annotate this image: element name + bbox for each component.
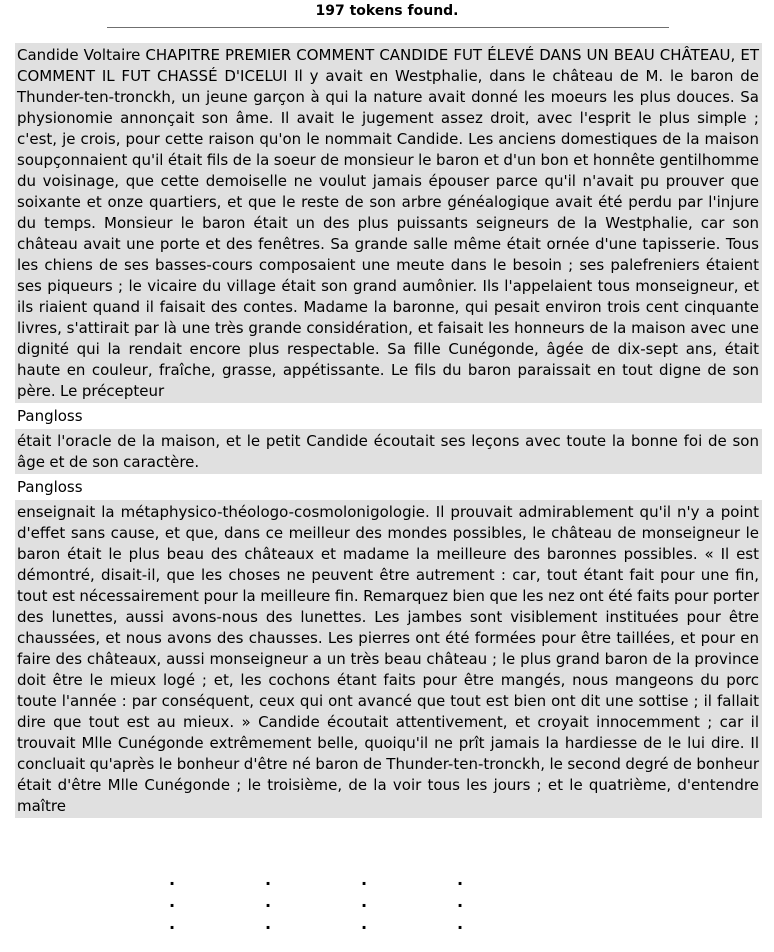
token-match: Pangloss [17,478,83,496]
ellipsis-dot: . [457,892,464,911]
ellipsis-dot: . [361,892,368,911]
ellipsis-dot: . [169,870,176,889]
results-list [15,43,762,818]
context-segment: enseignait la métaphysico-théologo-cosmolonigologie. Il prouvait admirablement qu'il n'y a point d'effet sans cause, et que, dans ce meilleur des mondes possibles, le château de monseigneur le baron était le plus beau des châteaux et madame la meilleure des baronnes possibles. « Il est démontré, disait-il, que les choses ne peuvent être autrement : car, tout étant fait pour une fin, tout est nécessairement pour la meilleure fin. Remarquez bien que les nez ont été faits pour porter des lunettes, aussi avons-nous des lunettes. Les jambes sont visiblement instituées pour être chaussées, et nous avons des chausses. Les pierres ont été formées pour être taillées, et pour en faire des châteaux, aussi monseigneur a un très beau château ; le plus grand baron de la province doit être le mieux logé ; et, les cochons étant faits pour être mangés, nous mangeons du porc toute l'année : par conséquent, ceux qui ont avancé que tout est bien ont dit une sottise ; il fallait dire que tout est au mieux. » Candide écoutait attentivement, et croyait innocemment ; car il trouvait Mlle Cunégonde extrêmement belle, quoiqu'il ne prît jamais la hardiesse de le lui dire. Il concluait qu'après le bonheur d'être né baron de Thunder-ten-tronckh, le second degré de bonheur était d'être Mlle Cunégonde ; le troisième, de la voir tous les jours ; et le quatrième, d'entendre maître [15,500,762,818]
more-results-indicator [0,868,774,952]
ellipsis-dot: . [457,870,464,889]
dot-row [0,916,774,938]
ellipsis-dot: . [361,914,368,933]
results-count-heading: 197 tokens found. [315,3,459,19]
ellipsis-dot: . [169,892,176,911]
context-segment: Candide Voltaire CHAPITRE PREMIER COMMENT CANDIDE FUT ÉLEVÉ DANS UN BEAU CHÂTEAU, ET COMMENT IL FUT CHASSÉ D'ICELUI Il y avait en Westphalie, dans le château de M. le baron de Thunder-ten-tronckh, un jeune garçon à qui la nature avait donné les moeurs les plus douces. Sa physionomie annonçait son âme. Il avait le jugement assez droit, avec l'esprit le plus simple ; c'est, je crois, pour cette raison qu'on le nommait Candide. Les anciens domestiques de la maison soupçonnaient qu'il était fils de la soeur de monsieur le baron et d'un bon et honnête gentilhomme du voisinage, que cette demoiselle ne voulut jamais épouser parce qu'il n'avait pu prouver que soixante et onze quartiers, et que le reste de son arbre généalogique avait été perdu par l'injure du temps. Monsieur le baron était un des plus puissants seigneurs de la Westphalie, car son château avait une porte et des fenêtres. Sa grande salle même était ornée d'une tapisserie. Tous les chiens de ses basses-cours composaient une meute dans le besoin ; ses palefreniers étaient ses piqueurs ; le vicaire du village était son grand aumônier. Ils l'appelaient tous monseigneur, et ils riaient quand il faisait des contes. Madame la baronne, qui pesait environ trois cent cinquante livres, s'attirait par là une très grande considération, et faisait les honneurs de la maison avec une dignité qui la rendait encore plus respectable. Sa fille Cunégonde, âgée de dix-sept ans, était haute en couleur, fraîche, grasse, appétissante. Le fils du baron paraissait en tout digne de son père. Le précepteur [15,43,762,403]
context-segment: était l'oracle de la maison, et le petit Candide écoutait ses leçons avec toute la bonne foi de son âge et de son caractère. [15,429,762,474]
ellipsis-dot: . [361,870,368,889]
dot-row [0,872,774,894]
ellipsis-dot: . [169,914,176,933]
dot-row [0,894,774,916]
ellipsis-dot: . [265,892,272,911]
ellipsis-dot: . [457,914,464,933]
header-divider [107,27,669,28]
token-match: Pangloss [17,407,83,425]
ellipsis-dot: . [265,914,272,933]
ellipsis-dot: . [265,870,272,889]
